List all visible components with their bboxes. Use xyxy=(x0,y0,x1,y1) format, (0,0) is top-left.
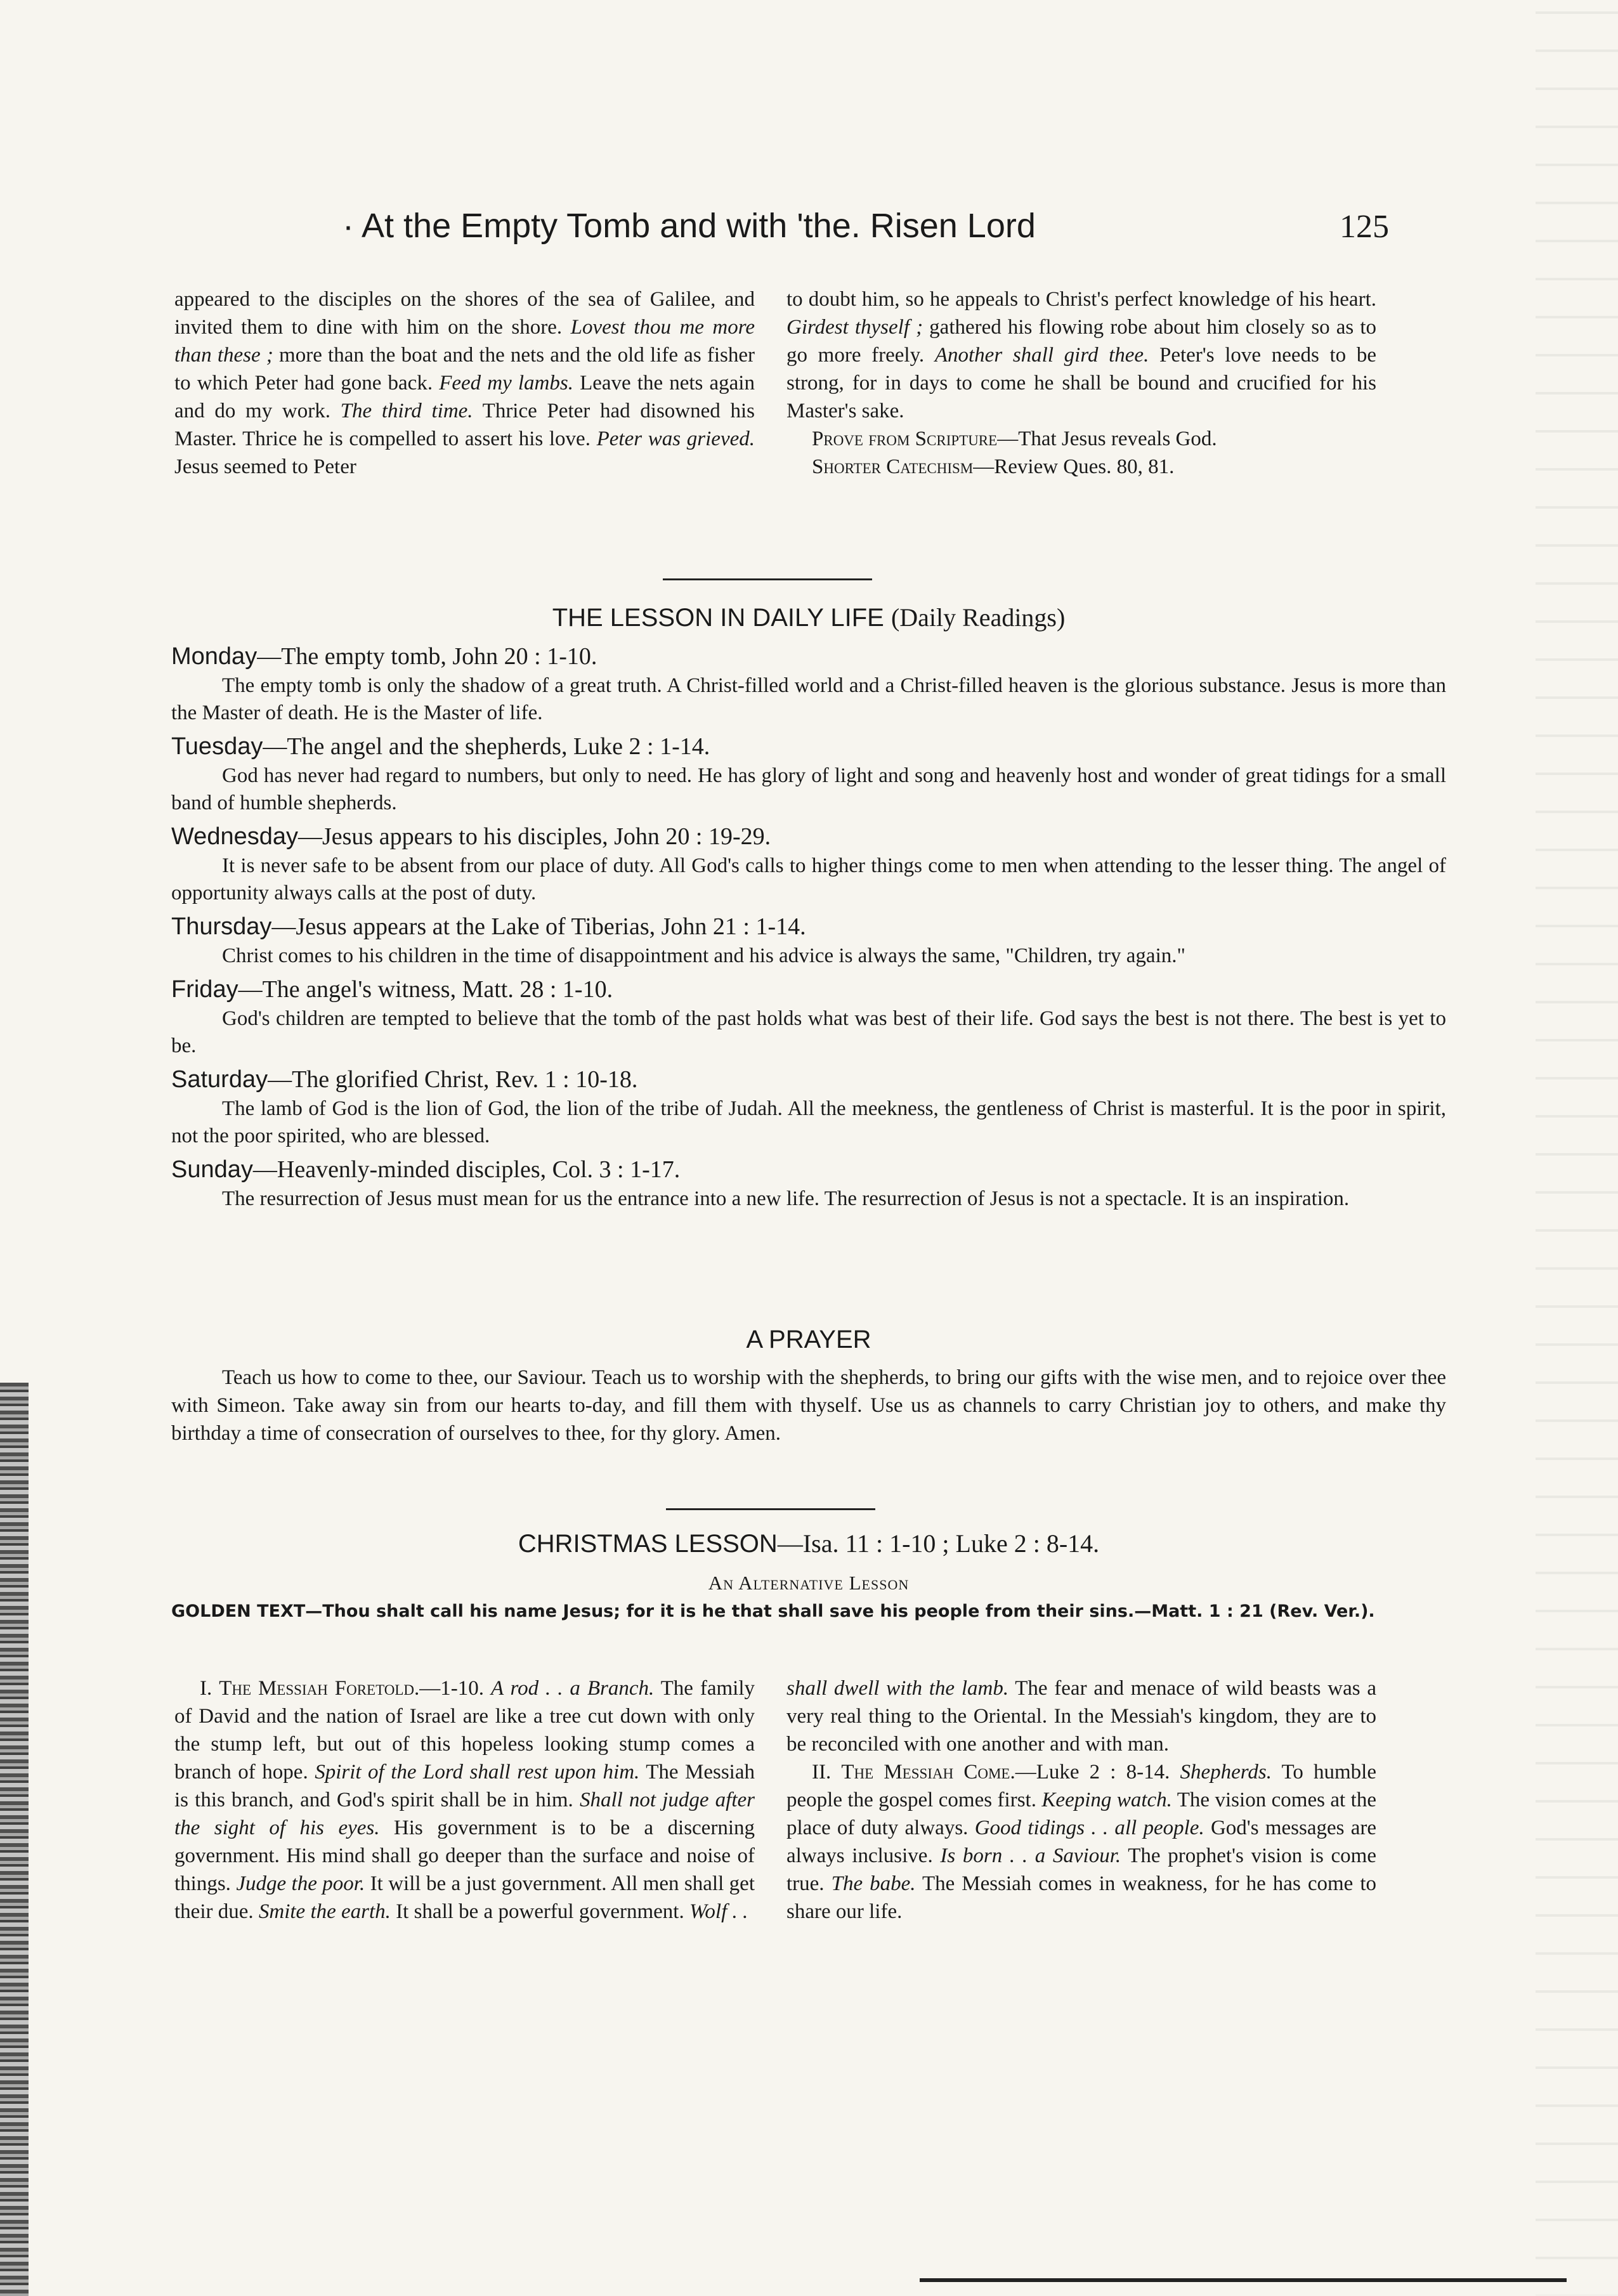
divider-rule xyxy=(666,1508,875,1510)
prayer-text: Teach us how to come to thee, our Saviour. Teach us to worship with the shepherds, to bring our gifts with the wise men, and to rejoice over thee with Simeon. Take away sin from our hearts to-day, and fill them with thyself. Use us as channels to carry Christian joy to others, and make thy birthday a time of consecration of ourselves to thee, for thy glory. Amen. xyxy=(171,1366,1446,1445)
reading-monday: Monday—The empty tomb, John 20 : 1-10. The empty tomb is only the shadow of a great truth. A Christ-filled world and a Christ-filled heaven is the glorious substance. Jesus is more than the Master of death. He is the Master of life. xyxy=(171,643,1446,724)
christmas-left-column xyxy=(174,1674,755,1926)
reading-saturday: Saturday—The glorified Christ, Rev. 1 : 10-18. The lamb of God is the lion of God, the lion of the tribe of Judah. All the meekness, the gentleness of Christ is masterful. It is the poor in spirit, not the poor spirited, who are blessed. xyxy=(171,1066,1446,1147)
alternative-lesson-subtitle: An Alternative Lesson xyxy=(708,1572,910,1594)
page-title: · At the Empty Tomb and with 'the. Risen Lord xyxy=(343,207,1036,245)
shorter-catechism: Shorter Catechism—Review Ques. 80, 81. xyxy=(812,455,1175,478)
golden-text: GOLDEN TEXT—Thou shalt call his name Jesus; for it is he that shall save his people from their sins.—Matt. 1 : 21 (Rev. Ver.). xyxy=(171,1601,1375,1621)
top-left-column xyxy=(174,285,755,481)
page-number: 125 xyxy=(1340,209,1389,245)
top-right-column xyxy=(786,285,1376,481)
reading-thursday: Thursday—Jesus appears at the Lake of Tiberias, John 21 : 1-14. Christ comes to his children in the time of disappointment and his advice is always the same, "Children, try again." xyxy=(171,913,1185,967)
daily-readings xyxy=(171,641,1446,1216)
prove-from-scripture: Prove from Scripture—That Jesus reveals God. xyxy=(812,427,1217,450)
daily-life-title: THE LESSON IN DAILY LIFE (Daily Readings) xyxy=(552,603,1066,632)
reading-sunday: Sunday—Heavenly-minded disciples, Col. 3 : 1-17. The resurrection of Jesus must mean for us the entrance into a new life. The resurrection of Jesus is not a spectacle. It is an inspiration. xyxy=(171,1156,1350,1210)
commentary-paragraph: to doubt him, so he appeals to Christ's perfect knowledge of his heart. Girdest thyself ; gathered his flowing robe about him closely so as to go more freely. Another shall gird thee. Peter's love needs to be strong, for in days to come he shall be bound and crucified for his Master's sake. xyxy=(786,288,1377,422)
christmas-right-column xyxy=(786,1674,1376,1926)
divider-rule xyxy=(663,578,872,580)
prayer-title: A PRAYER xyxy=(746,1326,871,1353)
page-edge-shadow xyxy=(1536,0,1618,2295)
commentary-paragraph: I. The Messiah Foretold.—1-10. A rod . . a Branch. The family of David and the nation of Israel are like a tree cut down with only the stump left, but out of this hopeless looking stump comes a branch of hope. Spirit of the Lord shall rest upon him. The Messiah is this branch, and God's spirit shall be in him. Shall not judge after the sight of his eyes. His government is to be a discerning government. His mind shall go deeper than the surface and noise of things. Judge the poor. It will be a just government. All men shall get their due. Smite the earth. It shall be a powerful government. Wolf . . xyxy=(174,1677,755,1923)
commentary-paragraph: appeared to the disciples on the shores of the sea of Galilee, and invited them to dine with him on the shore. Lovest thou me more than these ; more than the boat and the nets and the old life as fisher to which Peter had gone back. Feed my lambs. Leave the nets again and do my work. The third time. Thrice Peter had disowned his Master. Thrice he is compelled to assert his love. Peter was grieved. Jesus seemed to Peter xyxy=(174,288,755,478)
commentary-paragraph: shall dwell with the lamb. The fear and menace of wild beasts was a very real thing to the Oriental. In the Messiah's kingdom, they are to be reconciled with one another and with man. xyxy=(786,1677,1376,1756)
reading-friday: Friday—The angel's witness, Matt. 28 : 1-10. God's children are tempted to believe that the tomb of the past holds what was best of their life. God says the best is not there. The best is yet to be. xyxy=(171,976,1446,1057)
reading-tuesday: Tuesday—The angel and the shepherds, Luke 2 : 1-14. God has never had regard to numbers, but only to need. He has glory of light and song and heavenly host and wonder of great tidings for a small band of humble shepherds. xyxy=(171,733,1446,814)
binding-edge xyxy=(0,1383,29,2296)
running-head xyxy=(343,206,1389,257)
reading-wednesday: Wednesday—Jesus appears to his disciples, John 20 : 19-29. It is never safe to be absent from our place of duty. All God's calls to higher things come to men when attending to the lesser thing. The angel of opportunity always calls at the post of duty. xyxy=(171,823,1446,904)
christmas-lesson-title: CHRISTMAS LESSON—Isa. 11 : 1-10 ; Luke 2 : 8-14. xyxy=(518,1529,1100,1558)
commentary-paragraph: II. The Messiah Come.—Luke 2 : 8-14. Shepherds. To humble people the gospel comes first. Keeping watch. The vision comes at the place of duty always. Good tidings . . all people. God's messages are always inclusive. Is born . . a Saviour. The prophet's vision is come true. The babe. The Messiah comes in weakness, for he has come to share our life. xyxy=(786,1761,1377,1923)
bottom-edge-rule xyxy=(920,2278,1567,2282)
